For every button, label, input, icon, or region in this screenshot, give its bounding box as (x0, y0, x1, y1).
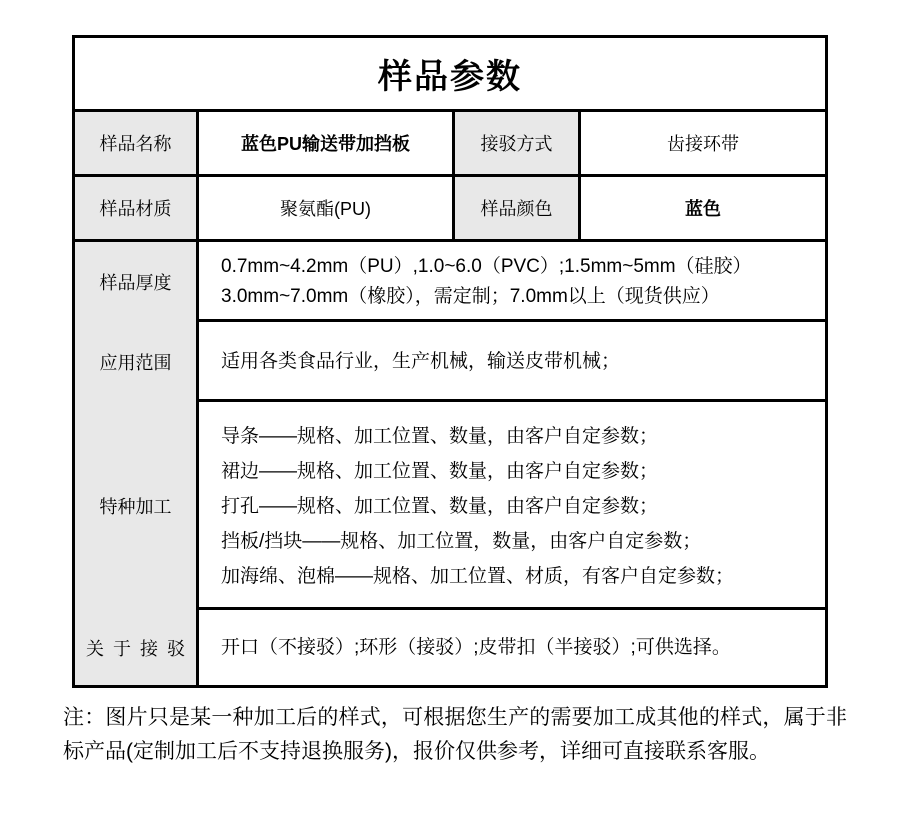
label-special-processing: 特种加工 (75, 402, 199, 610)
special-line-baffle: 挡板/挡块——规格、加工位置，数量，由客户自定参数； (221, 530, 702, 552)
label-about-joint (75, 610, 199, 685)
special-line-foam: 加海绵、泡棉——规格、加工位置、材质，有客户自定参数； (221, 565, 735, 587)
joint-text: 开口（不接驳）;环形（接驳）;皮带扣（半接驳）;可供选择。 (221, 636, 731, 658)
value-sample-color: 蓝色 (685, 199, 721, 219)
label-sample-name: 样品名称 (75, 112, 199, 174)
label-joint-method: 接驳方式 (455, 112, 581, 174)
row-special-processing (75, 402, 825, 610)
footer-note: 注：图片只是某一种加工后的样式，可根据您生产的需要加工成其他的样式，属于非标产品(定制加工后不支持退换服务)，报价仅供参考，详细可直接联系客服。 (63, 706, 847, 763)
row-application-range (75, 322, 825, 402)
thickness-line-1: 0.7mm~4.2mm（PU）,1.0~6.0（PVC）;1.5mm~5mm（硅胶） (221, 256, 752, 277)
about-joint-label-text: 关于接驳 (86, 638, 194, 659)
spec-table (72, 35, 828, 688)
row-about-joint (75, 610, 825, 685)
value-special-processing (199, 402, 825, 610)
label-application-range: 应用范围 (75, 322, 199, 402)
value-joint-method: 齿接环带 (667, 134, 739, 154)
label-sample-thickness: 样品厚度 (75, 242, 199, 322)
row-sample-name (75, 112, 825, 177)
value-application-range (199, 322, 825, 402)
special-line-punch: 打孔——规格、加工位置、数量，由客户自定参数； (221, 495, 659, 517)
thickness-line-2: 3.0mm~7.0mm（橡胶），需定制；7.0mm以上（现货供应） (221, 286, 720, 307)
application-text: 适用各类食品行业，生产机械，输送皮带机械； (221, 351, 621, 372)
special-line-skirt: 裙边——规格、加工位置、数量，由客户自定参数； (221, 460, 659, 482)
value-sample-material: 聚氨酯(PU) (199, 177, 455, 239)
special-line-guide: 导条——规格、加工位置、数量，由客户自定参数； (221, 425, 659, 447)
row-sample-material (75, 177, 825, 242)
table-title: 样品参数 (75, 38, 825, 112)
value-about-joint (199, 610, 825, 685)
label-sample-color: 样品颜色 (455, 177, 581, 239)
value-sample-thickness (199, 242, 825, 322)
label-sample-material: 样品材质 (75, 177, 199, 239)
row-sample-thickness (75, 242, 825, 322)
value-sample-name: 蓝色PU输送带加挡板 (199, 112, 455, 174)
